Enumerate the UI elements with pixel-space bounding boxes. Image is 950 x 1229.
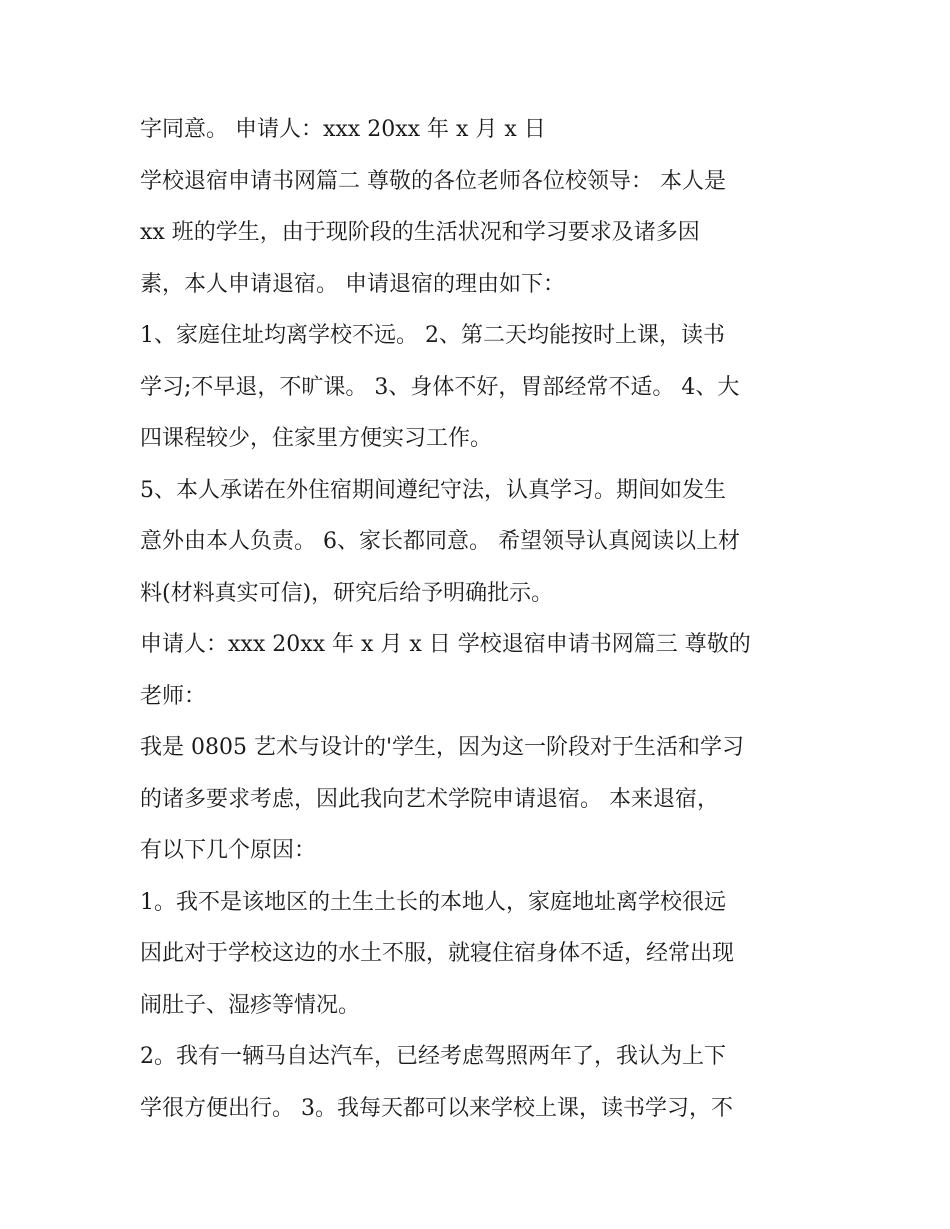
text-line: xx 班的学生，由于现阶段的生活状况和学习要求及诸多因 (140, 220, 700, 245)
text-line: 的诸多要求考虑，因此我向艺术学院申请退宿。 本来退宿， (140, 786, 719, 812)
text-line: 料(材料真实可信)，研究后给予明确批示。 (140, 580, 554, 606)
text-line: 申请人：xxx 20xx 年 x 月 x 日 学校退宿申请书网篇三 尊敬的 (140, 632, 751, 657)
document-body (140, 104, 840, 1134)
text-line: 字同意。 申请人：xxx 20xx 年 x 月 x 日 (140, 117, 546, 142)
text-line: 有以下几个原因： (140, 838, 317, 863)
text-line: 闹肚子、湿疹等情况。 (140, 992, 361, 1018)
text-line: 学校退宿申请书网篇二 尊敬的各位老师各位校领导： 本人是 (140, 168, 726, 194)
text-line: 我是 0805 艺术与设计的'学生，因为这一阶段对于生活和学习 (140, 735, 745, 760)
text-line: 学习;不早退，不旷课。 3、身体不好，胃部经常不适。 4、大 (140, 374, 740, 400)
text-line: 1。我不是该地区的土生土长的本地人，家庭地址离学校很远 (140, 889, 726, 915)
text-line: 2。我有一辆马自达汽车，已经考虑驾照两年了，我认为上下 (140, 1044, 726, 1069)
text-line: 老师： (140, 683, 207, 709)
text-line: 四课程较少，住家里方便实习工作。 (140, 426, 493, 451)
text-line: 5、本人承诺在外住宿期间遵纪守法，认真学习。期间如发生 (140, 477, 726, 503)
text-line: 素，本人申请退宿。 申请退宿的理由如下： (140, 271, 565, 297)
text-line: 意外由本人负责。 6、家长都同意。 希望领导认真阅读以上材 (140, 529, 740, 554)
text-line: 因此对于学校这边的水土不服，就寝住宿身体不适，经常出现 (140, 941, 735, 966)
text-line: 学很方便出行。 3。我每天都可以来学校上课，读书学习，不 (140, 1095, 733, 1121)
text-line: 1、家庭住址均离学校不远。 2、第二天均能按时上课，读书 (140, 323, 725, 348)
